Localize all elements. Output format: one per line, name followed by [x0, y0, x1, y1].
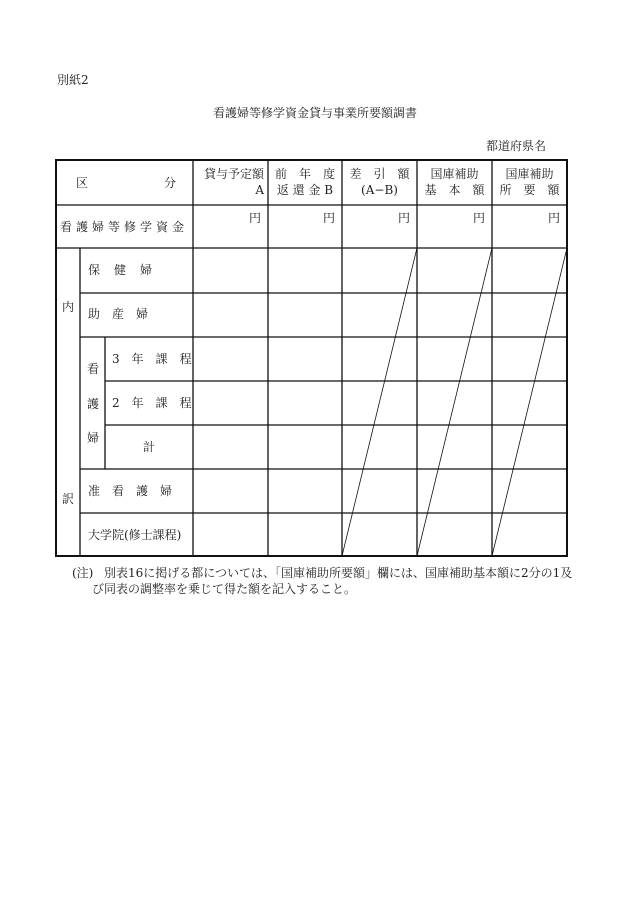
note-line-1: 別表16に掲げる都については、「国庫補助所要額」欄には、国庫補助基本額に2分の1及	[104, 566, 573, 580]
column-header-line: 貸与予定額	[203, 167, 264, 181]
diagonal-strike	[342, 248, 417, 556]
column-header-line: (A−B)	[361, 183, 398, 198]
row-label-midwife	[88, 308, 148, 320]
column-header-line: 所 要 額	[499, 183, 560, 198]
row-label-three-year: 3 年 課 程	[112, 352, 192, 366]
column-header-prior-year-repayment	[272, 166, 338, 198]
nurse-group-label: 看	[87, 362, 100, 376]
column-header-subsidy-required	[496, 166, 563, 198]
unit-yen: 円	[398, 211, 411, 225]
category-header-char: 分	[163, 175, 176, 190]
row-label-assistant-nurse: 准 看 護 婦	[88, 484, 173, 498]
total-row-label: 看護婦等修学資金	[60, 220, 189, 234]
column-header-line: 前 年 度	[274, 167, 335, 181]
column-header-subsidy-base	[421, 166, 488, 198]
category-header	[76, 170, 176, 196]
diagonal-strike	[492, 248, 567, 556]
row-label-public-health-nurse	[88, 264, 153, 276]
prefecture-label: 都道府県名	[486, 139, 547, 153]
column-header-line: 返 還 金 B	[276, 183, 334, 198]
category-header-char: 区	[76, 175, 89, 190]
column-header-line: 差 引 額	[349, 167, 410, 181]
column-header-line: A	[255, 183, 264, 198]
breakdown-label-top: 内	[62, 300, 75, 314]
column-header-line: 国庫補助	[505, 167, 554, 181]
unit-yen: 円	[323, 211, 336, 225]
column-header-line: 国庫補助	[430, 167, 479, 181]
column-header-line: 基 本 額	[424, 183, 485, 198]
row-label-subtotal: 計	[143, 440, 156, 454]
diagonal-strike	[417, 248, 492, 556]
column-header-loan-amount	[197, 166, 264, 198]
unit-yen: 円	[473, 211, 486, 225]
note-prefix: (注)	[72, 566, 94, 580]
row-label-text: 保 健 婦	[88, 263, 154, 277]
attachment-label: 別紙2	[57, 73, 89, 87]
nurse-group-label: 婦	[87, 431, 100, 445]
row-label-two-year: 2 年 課 程	[112, 396, 192, 410]
row-label-text: 助 産 婦	[88, 307, 149, 321]
document-title: 看護婦等修学資金貸与事業所要額調書	[213, 106, 418, 120]
breakdown-label-bottom: 訳	[62, 492, 75, 506]
unit-yen: 円	[249, 211, 262, 225]
row-label-graduate-school: 大学院(修士課程)	[88, 528, 182, 542]
unit-yen: 円	[548, 211, 561, 225]
column-header-difference	[346, 166, 413, 198]
nurse-group-label: 護	[87, 397, 100, 411]
note-line-2: び同表の調整率を乗じて得た額を記入すること。	[92, 582, 357, 596]
